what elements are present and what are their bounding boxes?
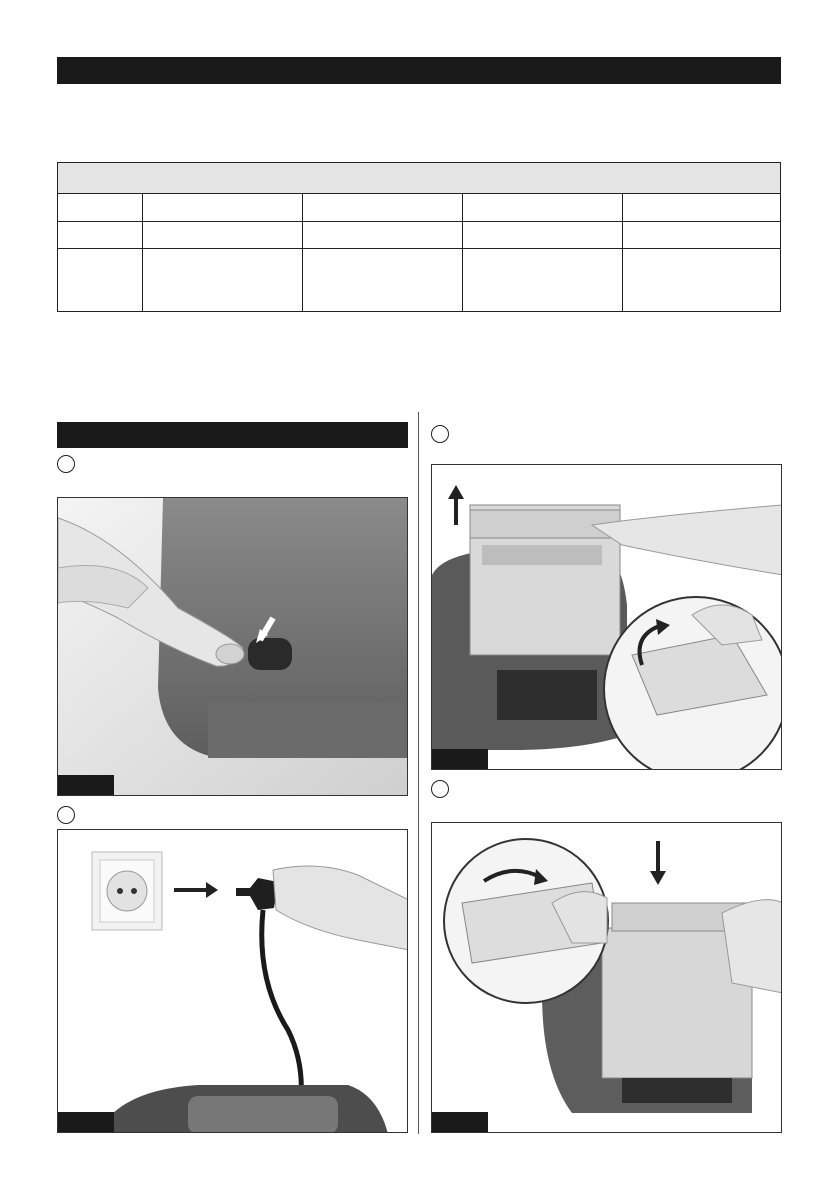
- figure-label-tag: [58, 775, 114, 795]
- step-marker-2: [57, 806, 75, 824]
- section-bar: [57, 422, 408, 448]
- replace-lid-illustration: [432, 823, 782, 1133]
- figure-lift-lid: [431, 464, 782, 770]
- table-row-divider: [58, 248, 780, 249]
- step-marker-3: [431, 425, 449, 443]
- header-bar: [57, 57, 781, 84]
- table-column-divider: [622, 194, 623, 312]
- figure-power-switch: [57, 497, 408, 796]
- figure-replace-lid: [431, 822, 782, 1133]
- spec-table: [57, 162, 781, 312]
- table-column-divider: [302, 194, 303, 312]
- table-row-divider: [58, 221, 780, 222]
- figure-label-tag: [58, 1112, 114, 1132]
- figure-plug-socket: [57, 829, 408, 1133]
- table-column-divider: [462, 194, 463, 312]
- power-switch-illustration: [58, 498, 408, 796]
- lift-lid-illustration: [432, 465, 782, 770]
- plug-socket-illustration: [58, 830, 408, 1133]
- figure-label-tag: [432, 749, 488, 769]
- spec-table-header: [58, 163, 780, 194]
- step-marker-4: [431, 780, 449, 798]
- figure-label-tag: [432, 1112, 488, 1132]
- column-divider: [418, 412, 419, 1134]
- step-marker-1: [57, 455, 75, 473]
- table-column-divider: [142, 194, 143, 312]
